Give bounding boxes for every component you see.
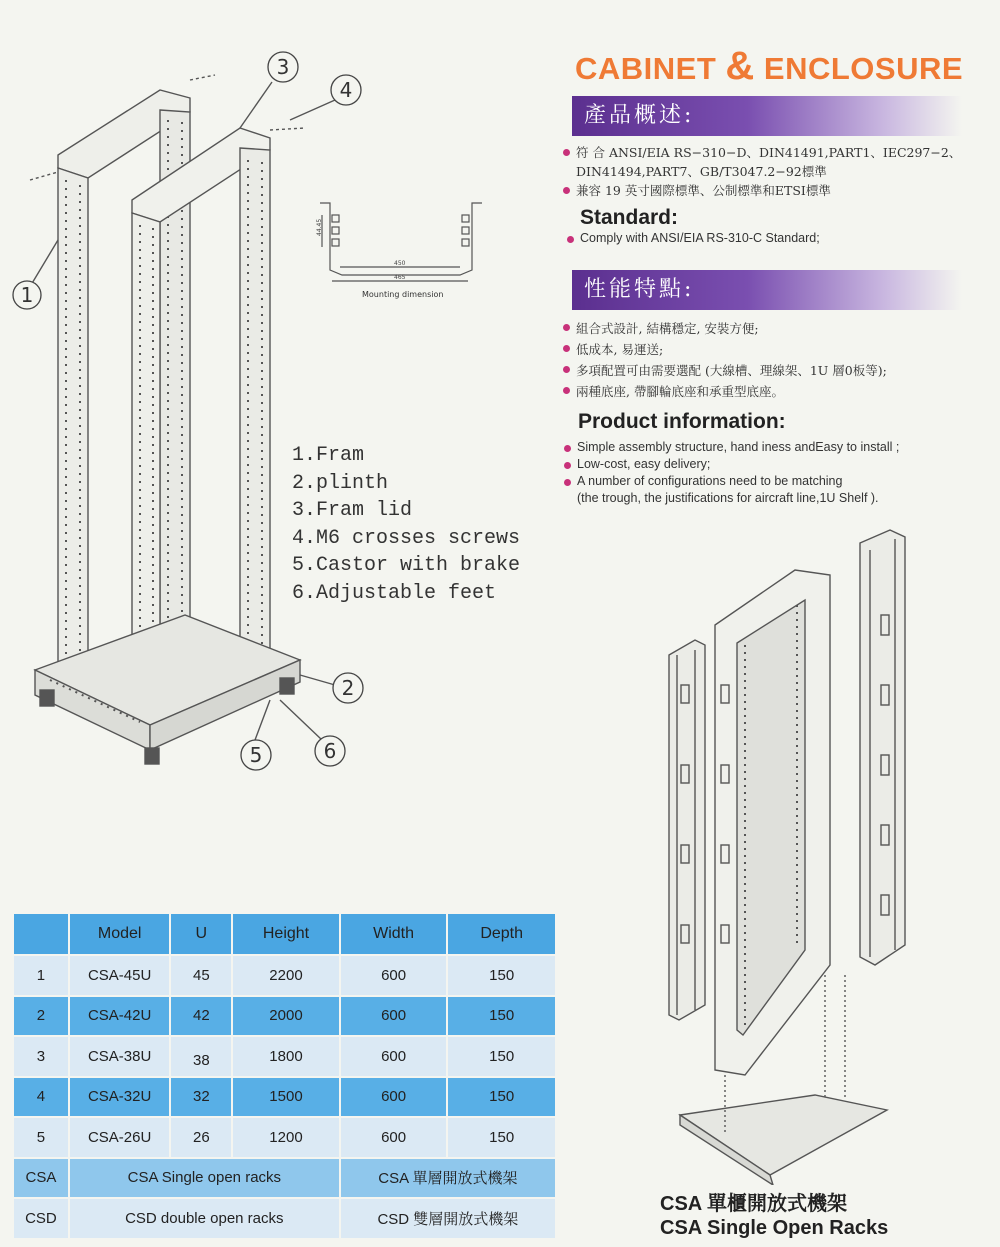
table-row xyxy=(13,1117,556,1158)
rack-assembly-drawing xyxy=(0,50,560,790)
overview-item: 符 合 ANSI/EIA RS−310−D、DIN41491,PART1、IEC297−2、DIN41494,PART7、GB/T3047.2−92標準 xyxy=(562,143,992,181)
part-item: 6.Adjustable feet xyxy=(292,581,497,605)
cell-model: CSA-38U xyxy=(69,1036,171,1077)
cell-u: 26 xyxy=(170,1117,232,1158)
cell-height: 1200 xyxy=(232,1117,340,1158)
cell-model: CSA-26U xyxy=(69,1117,171,1158)
table-header-row xyxy=(13,913,556,955)
cell-width: 600 xyxy=(340,1036,448,1077)
header-depth: Depth xyxy=(447,913,556,955)
callout-label-2: 2 xyxy=(341,676,355,700)
cell-depth: 150 xyxy=(447,1117,556,1158)
cell-index: 4 xyxy=(13,1077,69,1118)
cell-width: 600 xyxy=(340,1077,448,1118)
cell-depth: 150 xyxy=(447,1036,556,1077)
standard-item: Comply with ANSI/EIA RS-310-C Standard; xyxy=(566,230,996,247)
caption-line-zh: CSA 單櫃開放式機架 xyxy=(660,1193,848,1215)
cell-height: 2000 xyxy=(232,996,340,1037)
cell-width: 600 xyxy=(340,1117,448,1158)
callout-label-4: 4 xyxy=(339,78,353,102)
cell-series-code: CSD xyxy=(13,1198,69,1239)
product-caption xyxy=(660,1192,888,1240)
feature-item: 組合式設計, 結構穩定, 安裝方便; xyxy=(562,318,992,339)
part-item: 3.Fram lid xyxy=(292,499,413,522)
exploded-rack-drawing xyxy=(655,525,915,1185)
overview-heading: 產品概述: xyxy=(572,96,962,136)
cell-index: 5 xyxy=(13,1117,69,1158)
table-footer-row xyxy=(13,1198,556,1239)
mounting-dimension-diagram xyxy=(300,195,490,305)
dim-inner: 450 xyxy=(394,260,406,267)
cell-width: 600 xyxy=(340,996,448,1037)
cell-series-code: CSA xyxy=(13,1158,69,1199)
table-footer-row xyxy=(13,1158,556,1199)
title-amp: & xyxy=(725,44,755,88)
header-model: Model xyxy=(69,913,171,955)
spec-table xyxy=(12,912,557,1240)
cell-index: 3 xyxy=(13,1036,69,1077)
cell-series-en: CSA Single open racks xyxy=(69,1158,340,1199)
part-item: 1.Fram xyxy=(292,444,365,467)
standard-heading-text: Standard xyxy=(580,206,672,229)
cell-width: 600 xyxy=(340,955,448,996)
part-item: 4.M6 crosses screws xyxy=(292,526,521,550)
features-heading: 性能特點: xyxy=(572,270,962,310)
title-part2: ENCLOSURE xyxy=(763,51,964,86)
product-info-item: (the trough, the justifications for aircraft line,1U Shelf ). xyxy=(577,491,879,505)
header-index xyxy=(13,913,69,955)
callout-label-5: 5 xyxy=(249,743,263,767)
dim-outer: 465 xyxy=(394,274,406,281)
standard-heading-colon: : xyxy=(671,206,679,229)
cell-model: CSA-42U xyxy=(69,996,171,1037)
product-info-list xyxy=(563,439,993,507)
product-info-item: Simple assembly structure, hand iness andEasy to install ; xyxy=(563,439,993,456)
table-row xyxy=(13,955,556,996)
cell-index: 2 xyxy=(13,996,69,1037)
cell-u: 38 xyxy=(170,1036,232,1077)
overview-item: 兼容 19 英寸國際標準、公制標準和ETSI標準 xyxy=(562,181,992,200)
table-row xyxy=(13,996,556,1037)
cell-depth: 150 xyxy=(447,955,556,996)
table-row xyxy=(13,1036,556,1077)
callout-label-3: 3 xyxy=(276,55,290,79)
header-width: Width xyxy=(340,913,448,955)
caption-line-en: CSA Single Open Racks xyxy=(660,1217,889,1239)
standard-list xyxy=(566,230,996,247)
header-u: U xyxy=(170,913,232,955)
cell-height: 1800 xyxy=(232,1036,340,1077)
feature-item: 多項配置可由需要選配 (大線槽、理線架、1U 層0板等); xyxy=(562,360,992,381)
header-height: Height xyxy=(232,913,340,955)
cell-height: 1500 xyxy=(232,1077,340,1118)
cell-series-en: CSD double open racks xyxy=(69,1198,340,1239)
cell-u: 42 xyxy=(170,996,232,1037)
cell-model: CSA-45U xyxy=(69,955,171,996)
dim-side: 44.45 xyxy=(316,218,323,236)
page-title xyxy=(575,44,995,89)
mounting-label: Mounting dimension xyxy=(362,290,444,299)
cell-u: 45 xyxy=(170,955,232,996)
part-item: 2.plinth xyxy=(292,471,389,495)
standard-heading xyxy=(580,206,678,230)
cell-height: 2200 xyxy=(232,955,340,996)
table-row xyxy=(13,1077,556,1118)
cell-model: CSA-32U xyxy=(69,1077,171,1118)
title-part1: CABINET xyxy=(575,51,717,86)
callout-label-6: 6 xyxy=(323,739,337,763)
feature-item: 低成本, 易運送; xyxy=(562,339,992,360)
cell-u: 32 xyxy=(170,1077,232,1118)
part-item: 5.Castor with brake xyxy=(292,554,521,577)
feature-item: 兩種底座, 帶腳輪底座和承重型底座。 xyxy=(562,381,992,402)
product-info-item: A number of configurations need to be matching xyxy=(563,473,993,490)
callout-label-1: 1 xyxy=(20,283,34,307)
cell-series-zh: CSD 雙層開放式機架 xyxy=(340,1198,556,1239)
product-info-item: Low-cost, easy delivery; xyxy=(563,456,993,473)
cell-depth: 150 xyxy=(447,996,556,1037)
cell-series-zh: CSA 單層開放式機架 xyxy=(340,1158,556,1199)
cell-depth: 150 xyxy=(447,1077,556,1118)
overview-list xyxy=(562,143,992,200)
product-info-heading: Product information: xyxy=(578,410,786,433)
features-list xyxy=(562,318,992,402)
cell-index: 1 xyxy=(13,955,69,996)
parts-list xyxy=(292,442,520,607)
